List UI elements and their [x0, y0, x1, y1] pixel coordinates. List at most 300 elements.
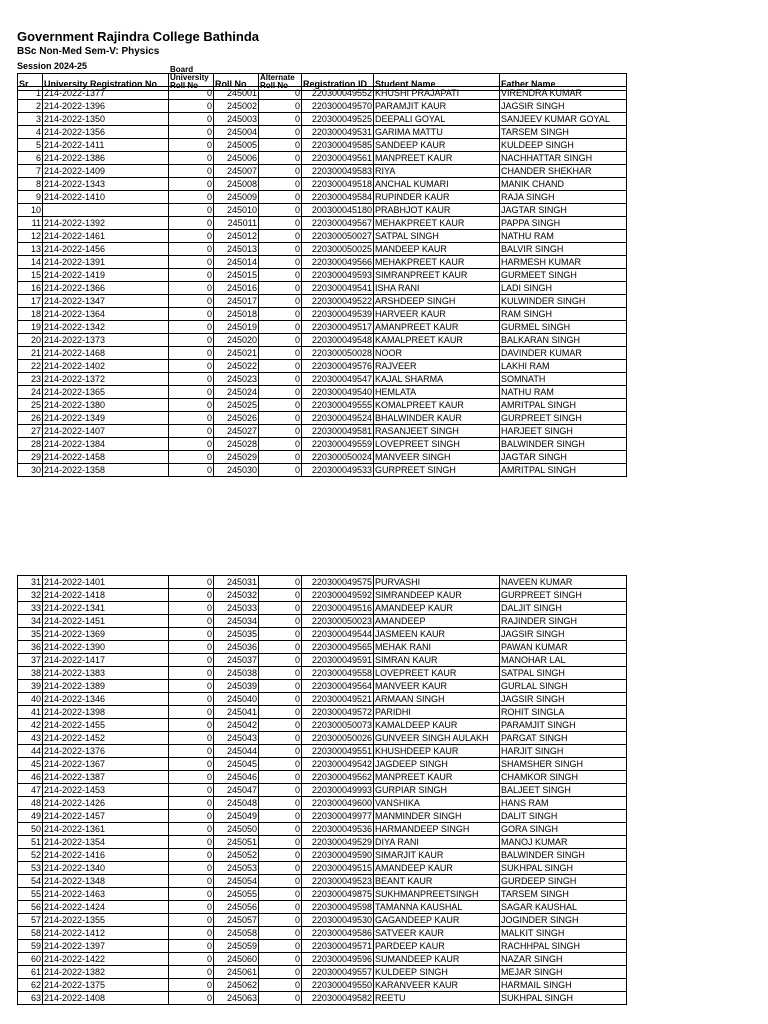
father-name-cell: BALWINDER SINGH [500, 849, 627, 862]
table-row [18, 862, 627, 875]
table-row [18, 810, 627, 823]
father-name-cell: MALKIT SINGH [500, 927, 627, 940]
registration-id-cell: 220300049585 [302, 139, 374, 152]
registration-id-cell: 220300050027 [302, 230, 374, 243]
registration-id-cell: 220300049598 [302, 901, 374, 914]
board-roll-cell: 0 [169, 139, 214, 152]
registration-id-cell: 220300049522 [302, 295, 374, 308]
table-row [18, 719, 627, 732]
sr-cell: 47 [18, 784, 43, 797]
alternate-roll-cell: 0 [259, 927, 302, 940]
board-roll-cell: 0 [169, 914, 214, 927]
roll-no-cell: 245059 [214, 940, 259, 953]
board-roll-cell: 0 [169, 849, 214, 862]
sr-cell: 3 [18, 113, 43, 126]
alternate-roll-cell: 0 [259, 334, 302, 347]
registration-id-cell: 220300049566 [302, 256, 374, 269]
table-row [18, 347, 627, 360]
student-name-cell: HEMLATA [374, 386, 500, 399]
university-registration-cell: 214-2022-1468 [43, 347, 169, 360]
registration-id-cell: 220300049557 [302, 966, 374, 979]
university-registration-cell: 214-2022-1451 [43, 615, 169, 628]
university-registration-cell: 214-2022-1408 [43, 992, 169, 1005]
sr-cell: 57 [18, 914, 43, 927]
board-roll-cell: 0 [169, 451, 214, 464]
board-roll-cell: 0 [169, 230, 214, 243]
registration-id-cell: 220300049540 [302, 386, 374, 399]
session-label: Session 2024-25 [17, 61, 88, 71]
alternate-roll-cell: 0 [259, 204, 302, 217]
registration-id-cell: 220300049581 [302, 425, 374, 438]
board-roll-cell: 0 [169, 373, 214, 386]
roll-no-cell: 245037 [214, 654, 259, 667]
roll-no-cell: 245028 [214, 438, 259, 451]
header-roll-no: Roll No [214, 74, 259, 91]
board-roll-cell: 0 [169, 576, 214, 589]
board-roll-cell: 0 [169, 654, 214, 667]
father-name-cell: GORA SINGH [500, 823, 627, 836]
student-name-cell: PURVASHI [374, 576, 500, 589]
student-name-cell: RIYA [374, 165, 500, 178]
table-row [18, 412, 627, 425]
table-row [18, 399, 627, 412]
sr-cell: 10 [18, 204, 43, 217]
father-name-cell: RAJINDER SINGH [500, 615, 627, 628]
student-name-cell: SANDEEP KAUR [374, 139, 500, 152]
father-name-cell: BALKARAN SINGH [500, 334, 627, 347]
roll-no-cell: 245040 [214, 693, 259, 706]
roll-no-cell: 245045 [214, 758, 259, 771]
university-registration-cell: 214-2022-1383 [43, 667, 169, 680]
board-roll-cell: 0 [169, 628, 214, 641]
table-row [18, 589, 627, 602]
alternate-roll-cell: 0 [259, 412, 302, 425]
sr-cell: 35 [18, 628, 43, 641]
roll-no-cell: 245056 [214, 901, 259, 914]
board-roll-cell: 0 [169, 217, 214, 230]
roll-no-cell: 245048 [214, 797, 259, 810]
registration-id-cell: 200300045180 [302, 204, 374, 217]
sr-cell: 40 [18, 693, 43, 706]
alternate-roll-cell: 0 [259, 784, 302, 797]
sr-cell: 16 [18, 282, 43, 295]
father-name-cell: AMRITPAL SINGH [500, 399, 627, 412]
registration-id-cell: 220300049600 [302, 797, 374, 810]
registration-id-cell: 220300050024 [302, 451, 374, 464]
registration-id-cell: 220300049571 [302, 940, 374, 953]
board-roll-cell: 0 [169, 464, 214, 477]
roll-no-cell: 245015 [214, 269, 259, 282]
father-name-cell: KULWINDER SINGH [500, 295, 627, 308]
alternate-roll-cell: 0 [259, 295, 302, 308]
alternate-roll-cell: 0 [259, 602, 302, 615]
sr-cell: 28 [18, 438, 43, 451]
roll-no-cell: 245063 [214, 992, 259, 1005]
university-registration-cell: 214-2022-1340 [43, 862, 169, 875]
alternate-roll-cell: 0 [259, 966, 302, 979]
university-registration-cell: 214-2022-1348 [43, 875, 169, 888]
alternate-roll-cell: 0 [259, 347, 302, 360]
college-title: Government Rajindra College Bathinda [17, 29, 259, 44]
student-name-cell: MANVEER KAUR [374, 680, 500, 693]
alternate-roll-cell: 0 [259, 217, 302, 230]
alternate-roll-cell: 0 [259, 243, 302, 256]
board-roll-cell: 0 [169, 602, 214, 615]
alternate-roll-cell: 0 [259, 308, 302, 321]
table-row [18, 953, 627, 966]
registration-id-cell: 220300049521 [302, 693, 374, 706]
alternate-roll-cell: 0 [259, 615, 302, 628]
student-name-cell: ISHA RANI [374, 282, 500, 295]
alternate-roll-cell: 0 [259, 113, 302, 126]
sr-cell: 6 [18, 152, 43, 165]
sr-cell: 12 [18, 230, 43, 243]
sr-cell: 60 [18, 953, 43, 966]
registration-id-cell: 220300049523 [302, 875, 374, 888]
board-roll-cell: 0 [169, 901, 214, 914]
alternate-roll-cell: 0 [259, 321, 302, 334]
registration-id-cell: 220300050023 [302, 615, 374, 628]
registration-id-cell: 220300049547 [302, 373, 374, 386]
registration-id-cell: 220300049555 [302, 399, 374, 412]
student-name-cell: MEHAKPREET KAUR [374, 256, 500, 269]
sr-cell: 49 [18, 810, 43, 823]
header-registration-id: Registration ID [302, 74, 374, 91]
student-name-cell: GARIMA MATTU [374, 126, 500, 139]
registration-id-cell: 220300049596 [302, 953, 374, 966]
sr-cell: 43 [18, 732, 43, 745]
course-subtitle: BSc Non-Med Sem-V: Physics [17, 46, 160, 57]
sr-cell: 63 [18, 992, 43, 1005]
student-name-cell: RAJVEER [374, 360, 500, 373]
sr-cell: 61 [18, 966, 43, 979]
father-name-cell: TARSEM SINGH [500, 126, 627, 139]
board-roll-cell: 0 [169, 308, 214, 321]
sr-cell: 30 [18, 464, 43, 477]
university-registration-cell [43, 204, 169, 217]
table-row [18, 654, 627, 667]
table-row [18, 373, 627, 386]
table-row [18, 139, 627, 152]
university-registration-cell: 214-2022-1349 [43, 412, 169, 425]
student-name-cell: HARVEER KAUR [374, 308, 500, 321]
header-board-roll-text: Board University Roll No [170, 65, 209, 90]
table-row [18, 758, 627, 771]
father-name-cell: SHAMSHER SINGH [500, 758, 627, 771]
board-roll-cell: 0 [169, 191, 214, 204]
father-name-cell: MEJAR SINGH [500, 966, 627, 979]
board-roll-cell: 0 [169, 295, 214, 308]
registration-id-cell: 220300049565 [302, 641, 374, 654]
alternate-roll-cell: 0 [259, 940, 302, 953]
roll-no-cell: 245060 [214, 953, 259, 966]
registration-id-cell: 220300049593 [302, 269, 374, 282]
board-roll-cell: 0 [169, 823, 214, 836]
alternate-roll-cell: 0 [259, 451, 302, 464]
student-name-cell: AMANPREET KAUR [374, 321, 500, 334]
sr-cell: 36 [18, 641, 43, 654]
sr-cell: 44 [18, 745, 43, 758]
university-registration-cell: 214-2022-1372 [43, 373, 169, 386]
board-roll-cell: 0 [169, 693, 214, 706]
registration-id-cell: 220300049533 [302, 464, 374, 477]
table-row [18, 693, 627, 706]
board-roll-cell: 0 [169, 399, 214, 412]
board-roll-cell: 0 [169, 152, 214, 165]
table-row [18, 940, 627, 953]
sr-cell: 2 [18, 100, 43, 113]
roll-no-cell: 245014 [214, 256, 259, 269]
board-roll-cell: 0 [169, 178, 214, 191]
student-name-cell: GURPREET SINGH [374, 464, 500, 477]
alternate-roll-cell: 0 [259, 282, 302, 295]
student-name-cell: BHALWINDER KAUR [374, 412, 500, 425]
alternate-roll-cell: 0 [259, 979, 302, 992]
sr-cell: 17 [18, 295, 43, 308]
alternate-roll-cell: 0 [259, 849, 302, 862]
father-name-cell: NATHU RAM [500, 230, 627, 243]
sr-cell: 58 [18, 927, 43, 940]
student-name-cell: SIMRANPREET KAUR [374, 269, 500, 282]
table-row [18, 256, 627, 269]
roll-no-cell: 245027 [214, 425, 259, 438]
board-roll-cell: 0 [169, 256, 214, 269]
table-row [18, 784, 627, 797]
university-registration-cell: 214-2022-1373 [43, 334, 169, 347]
roll-no-cell: 245054 [214, 875, 259, 888]
student-name-cell: PRABHJOT KAUR [374, 204, 500, 217]
alternate-roll-cell: 0 [259, 862, 302, 875]
table-row [18, 113, 627, 126]
table-row [18, 966, 627, 979]
registration-id-cell: 220300049584 [302, 191, 374, 204]
father-name-cell: JOGINDER SINGH [500, 914, 627, 927]
university-registration-cell: 214-2022-1365 [43, 386, 169, 399]
sr-cell: 13 [18, 243, 43, 256]
student-table-page-2 [17, 575, 627, 1005]
table-row [18, 451, 627, 464]
sr-cell: 50 [18, 823, 43, 836]
sr-cell: 55 [18, 888, 43, 901]
header-father-name: Father Name [500, 74, 627, 91]
sr-cell: 19 [18, 321, 43, 334]
table-row [18, 771, 627, 784]
registration-id-cell: 220300050073 [302, 719, 374, 732]
alternate-roll-cell: 0 [259, 425, 302, 438]
roll-no-cell: 245052 [214, 849, 259, 862]
roll-no-cell: 245061 [214, 966, 259, 979]
alternate-roll-cell: 0 [259, 399, 302, 412]
roll-no-cell: 245030 [214, 464, 259, 477]
university-registration-cell: 214-2022-1391 [43, 256, 169, 269]
university-registration-cell: 214-2022-1347 [43, 295, 169, 308]
father-name-cell: DAVINDER KUMAR [500, 347, 627, 360]
registration-id-cell: 220300049592 [302, 589, 374, 602]
table-row [18, 836, 627, 849]
roll-no-cell: 245035 [214, 628, 259, 641]
sr-cell: 11 [18, 217, 43, 230]
table-row [18, 914, 627, 927]
registration-id-cell: 220300049530 [302, 914, 374, 927]
sr-cell: 51 [18, 836, 43, 849]
father-name-cell: GURPREET SINGH [500, 589, 627, 602]
roll-no-cell: 245018 [214, 308, 259, 321]
father-name-cell: GURMEET SINGH [500, 269, 627, 282]
father-name-cell: MANOHAR LAL [500, 654, 627, 667]
registration-id-cell: 220300049536 [302, 823, 374, 836]
student-name-cell: GAGANDEEP KAUR [374, 914, 500, 927]
father-name-cell: GURMEL SINGH [500, 321, 627, 334]
student-name-cell: PARDEEP KAUR [374, 940, 500, 953]
table-row [18, 979, 627, 992]
university-registration-cell: 214-2022-1358 [43, 464, 169, 477]
registration-id-cell: 220300049576 [302, 360, 374, 373]
student-name-cell: DEEPALI GOYAL [374, 113, 500, 126]
table-row [18, 269, 627, 282]
registration-id-cell: 220300049524 [302, 412, 374, 425]
table-row [18, 165, 627, 178]
university-registration-cell: 214-2022-1424 [43, 901, 169, 914]
roll-no-cell: 245039 [214, 680, 259, 693]
alternate-roll-cell: 0 [259, 165, 302, 178]
roll-no-cell: 245013 [214, 243, 259, 256]
student-name-cell: MANMINDER SINGH [374, 810, 500, 823]
table-row [18, 732, 627, 745]
father-name-cell: SUKHPAL SINGH [500, 862, 627, 875]
table-row [18, 602, 627, 615]
sr-cell: 56 [18, 901, 43, 914]
student-name-cell: KOMALPREET KAUR [374, 399, 500, 412]
roll-no-cell: 245020 [214, 334, 259, 347]
student-name-cell: AMANDEEP KAUR [374, 862, 500, 875]
alternate-roll-cell: 0 [259, 100, 302, 113]
table-row [18, 438, 627, 451]
alternate-roll-cell: 0 [259, 373, 302, 386]
university-registration-cell: 214-2022-1389 [43, 680, 169, 693]
registration-id-cell: 220300050028 [302, 347, 374, 360]
sr-cell: 7 [18, 165, 43, 178]
table-row [18, 386, 627, 399]
university-registration-cell: 214-2022-1456 [43, 243, 169, 256]
table-row [18, 992, 627, 1005]
registration-id-cell: 220300049515 [302, 862, 374, 875]
table-row [18, 706, 627, 719]
registration-id-cell: 220300049558 [302, 667, 374, 680]
roll-no-cell: 245002 [214, 100, 259, 113]
father-name-cell: SATPAL SINGH [500, 667, 627, 680]
alternate-roll-cell: 0 [259, 589, 302, 602]
father-name-cell: RAM SINGH [500, 308, 627, 321]
board-roll-cell: 0 [169, 706, 214, 719]
alternate-roll-cell: 0 [259, 126, 302, 139]
student-name-cell: AMANDEEP KAUR [374, 602, 500, 615]
father-name-cell: HARMAIL SINGH [500, 979, 627, 992]
sr-cell: 1 [18, 87, 43, 100]
sr-cell: 54 [18, 875, 43, 888]
board-roll-cell: 0 [169, 126, 214, 139]
table-row [18, 797, 627, 810]
university-registration-cell: 214-2022-1366 [43, 282, 169, 295]
father-name-cell: JAGSIR SINGH [500, 100, 627, 113]
registration-id-cell: 220300049559 [302, 438, 374, 451]
student-name-cell: SATVEER KAUR [374, 927, 500, 940]
alternate-roll-cell: 0 [259, 628, 302, 641]
university-registration-cell: 214-2022-1419 [43, 269, 169, 282]
university-registration-cell: 214-2022-1382 [43, 966, 169, 979]
sr-cell: 34 [18, 615, 43, 628]
alternate-roll-cell: 0 [259, 438, 302, 451]
roll-no-cell: 245044 [214, 745, 259, 758]
board-roll-cell: 0 [169, 836, 214, 849]
father-name-cell: KULDEEP SINGH [500, 139, 627, 152]
board-roll-cell: 0 [169, 589, 214, 602]
alternate-roll-cell: 0 [259, 191, 302, 204]
father-name-cell: LADI SINGH [500, 282, 627, 295]
father-name-cell: CHANDER SHEKHAR [500, 165, 627, 178]
university-registration-cell: 214-2022-1387 [43, 771, 169, 784]
table-row [18, 308, 627, 321]
alternate-roll-cell: 0 [259, 139, 302, 152]
university-registration-cell: 214-2022-1354 [43, 836, 169, 849]
board-roll-cell: 0 [169, 979, 214, 992]
alternate-roll-cell: 0 [259, 87, 302, 100]
father-name-cell: LAKHI RAM [500, 360, 627, 373]
roll-no-cell: 245034 [214, 615, 259, 628]
father-name-cell: VIRENDRA KUMAR [500, 87, 627, 100]
registration-id-cell: 220300049570 [302, 100, 374, 113]
alternate-roll-cell: 0 [259, 654, 302, 667]
table-row [18, 152, 627, 165]
student-name-cell: AMANDEEP [374, 615, 500, 628]
university-registration-cell: 214-2022-1376 [43, 745, 169, 758]
registration-id-cell: 220300049993 [302, 784, 374, 797]
university-registration-cell: 214-2022-1361 [43, 823, 169, 836]
roll-no-cell: 245004 [214, 126, 259, 139]
university-registration-cell: 214-2022-1463 [43, 888, 169, 901]
father-name-cell: DALIT SINGH [500, 810, 627, 823]
roll-no-cell: 245029 [214, 451, 259, 464]
father-name-cell: NATHU RAM [500, 386, 627, 399]
table-row [18, 628, 627, 641]
sr-cell: 18 [18, 308, 43, 321]
sr-cell: 33 [18, 602, 43, 615]
student-name-cell: KULDEEP SINGH [374, 966, 500, 979]
board-roll-cell: 0 [169, 100, 214, 113]
table-row [18, 334, 627, 347]
table-row [18, 282, 627, 295]
roll-no-cell: 245038 [214, 667, 259, 680]
university-registration-cell: 214-2022-1426 [43, 797, 169, 810]
sr-cell: 52 [18, 849, 43, 862]
father-name-cell: HARJIT SINGH [500, 745, 627, 758]
registration-id-cell: 220300049550 [302, 979, 374, 992]
table-row [18, 641, 627, 654]
university-registration-cell: 214-2022-1452 [43, 732, 169, 745]
board-roll-cell: 0 [169, 745, 214, 758]
table-row [18, 901, 627, 914]
roll-no-cell: 245062 [214, 979, 259, 992]
registration-id-cell: 220300049567 [302, 217, 374, 230]
student-name-cell: SIMARJIT KAUR [374, 849, 500, 862]
father-name-cell: NAVEEN KUMAR [500, 576, 627, 589]
university-registration-cell: 214-2022-1453 [43, 784, 169, 797]
father-name-cell: DALJIT SINGH [500, 602, 627, 615]
father-name-cell: SANJEEV KUMAR GOYAL [500, 113, 627, 126]
alternate-roll-cell: 0 [259, 810, 302, 823]
roll-no-cell: 245042 [214, 719, 259, 732]
board-roll-cell: 0 [169, 719, 214, 732]
roll-no-cell: 245036 [214, 641, 259, 654]
